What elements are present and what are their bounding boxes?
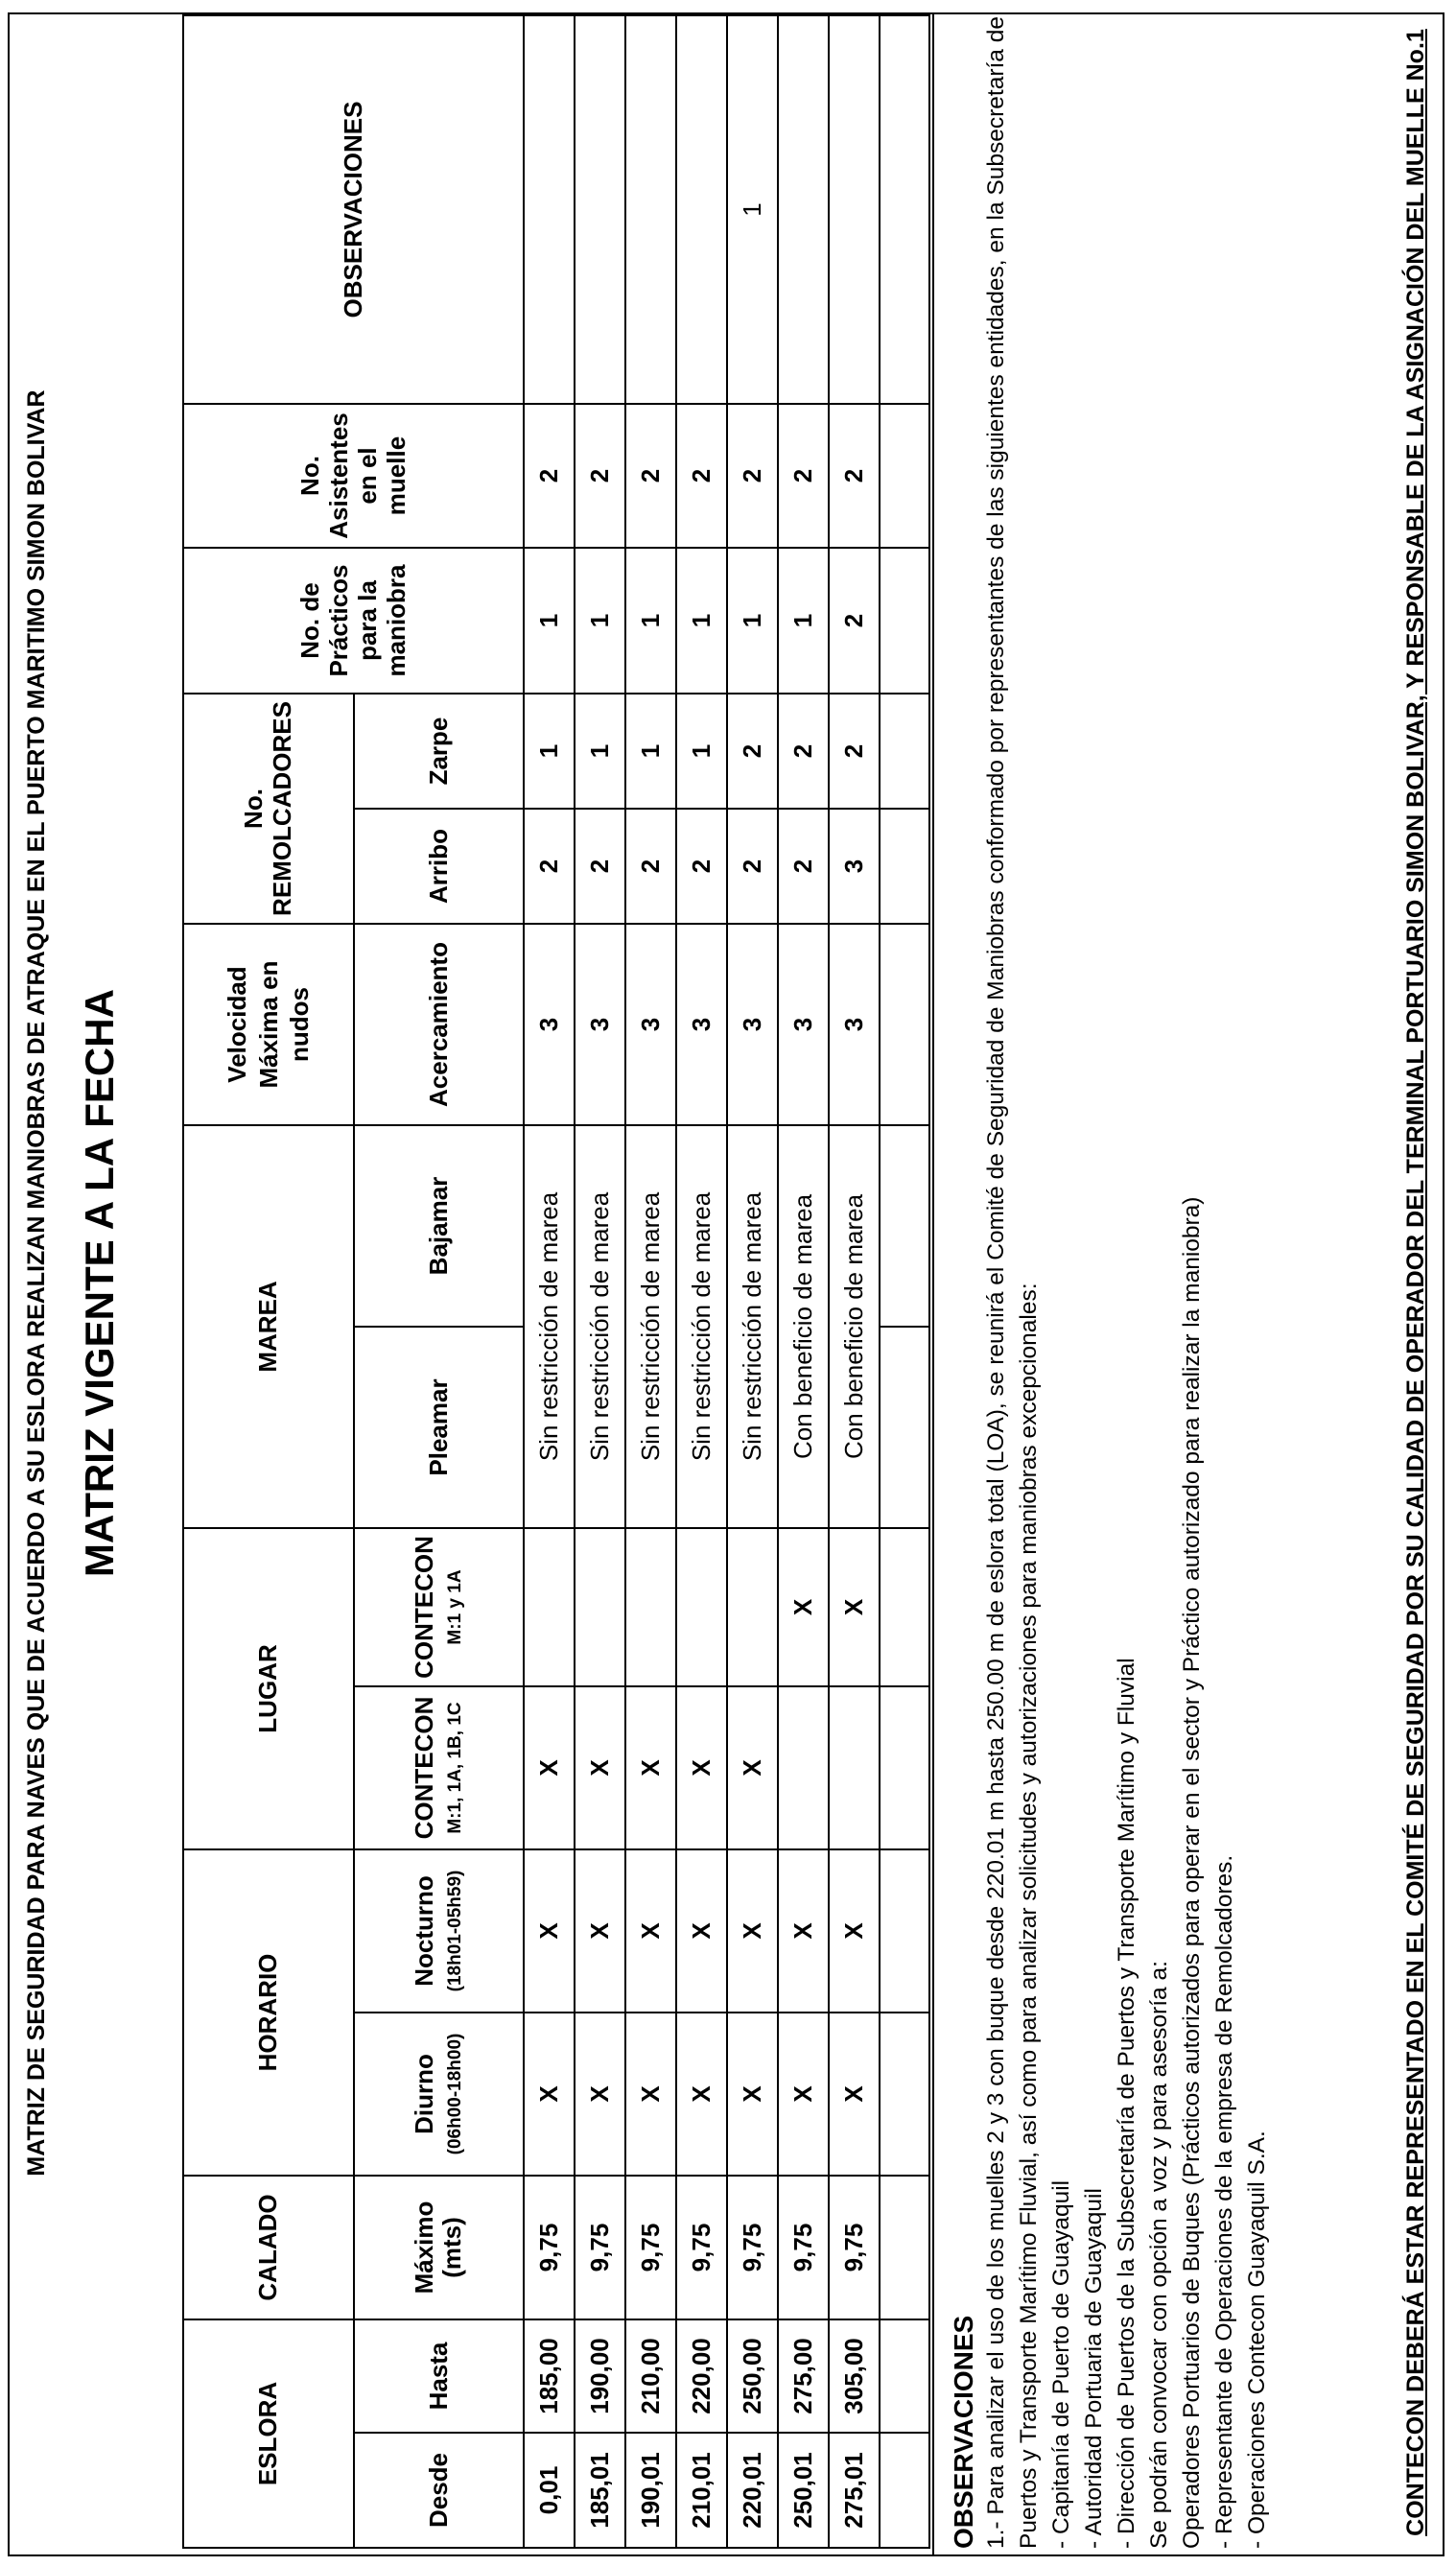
cell-c1: X xyxy=(524,1686,575,1849)
observaciones-line: - Representante de Operaciones de la empresa de Remolcadores. xyxy=(1211,1854,1237,2549)
cell-arribo: 2 xyxy=(575,809,625,924)
observaciones-line: Operadores Portuarios de Buques (Prácticos autorizados para operar en el sector y Práctico autorizado para realizar la maniobra) xyxy=(1179,1196,1205,2549)
cell-arribo: 2 xyxy=(778,809,829,924)
cell-arribo: 2 xyxy=(625,809,676,924)
header-zarpe: Zarpe xyxy=(354,694,525,809)
cell-obs xyxy=(676,15,727,404)
header-observaciones: OBSERVACIONES xyxy=(183,15,524,404)
cell-marea: Con beneficio de marea xyxy=(829,1125,880,1528)
blank-cell xyxy=(880,548,929,694)
cell-practicos: 1 xyxy=(524,548,575,694)
blank-cell xyxy=(880,404,929,548)
cell-c2: X xyxy=(778,1528,829,1686)
cell-vel: 3 xyxy=(524,924,575,1125)
cell-c2 xyxy=(676,1528,727,1686)
cell-calado: 9,75 xyxy=(524,2176,575,2319)
table-row xyxy=(524,15,575,2548)
cell-nocturno: X xyxy=(676,1849,727,2013)
header-diurno-time: (06h00-18h00) xyxy=(445,2033,466,2155)
blank-cell xyxy=(880,1849,929,2013)
cell-practicos: 1 xyxy=(575,548,625,694)
cell-diurno: X xyxy=(625,2013,676,2176)
blank-cell xyxy=(880,809,929,924)
header-eslora: ESLORA xyxy=(183,2319,354,2548)
section-divider xyxy=(932,12,934,2556)
observaciones-line: - Autoridad Portuaria de Guayaquil xyxy=(1081,2188,1107,2549)
cell-diurno: X xyxy=(727,2013,778,2176)
header-remolcadores: No. REMOLCADORES xyxy=(183,694,354,924)
blank-cell xyxy=(880,1327,929,1528)
cell-calado: 9,75 xyxy=(676,2176,727,2319)
cell-obs xyxy=(575,15,625,404)
header-contecon-2 xyxy=(354,1528,525,1686)
blank-cell xyxy=(880,2319,929,2433)
cell-zarpe: 2 xyxy=(778,694,829,809)
cell-vel: 3 xyxy=(829,924,880,1125)
header-horario: HORARIO xyxy=(183,1849,354,2176)
footer-note: CONTECON DEBERÁ ESTAR REPRESENTADO EN EL COMITÉ DE SEGURIDAD POR SU CALIDAD DE OPERADOR DEL TERMINAL PORTUARIO SIMON BOLIVAR, Y RESPONSABLE DE LA ASIGNACIÓN DEL MUELLE No.1 xyxy=(1402,29,1429,2536)
cell-c1 xyxy=(829,1686,880,1849)
cell-c2 xyxy=(524,1528,575,1686)
cell-practicos: 1 xyxy=(778,548,829,694)
blank-cell xyxy=(880,924,929,1125)
cell-hasta: 250,00 xyxy=(727,2319,778,2433)
cell-nocturno: X xyxy=(829,1849,880,2013)
cell-arribo: 2 xyxy=(524,809,575,924)
header-asistentes: No. Asistentes en el muelle xyxy=(183,404,524,548)
cell-zarpe: 1 xyxy=(676,694,727,809)
cell-calado: 9,75 xyxy=(727,2176,778,2319)
cell-nocturno: X xyxy=(625,1849,676,2013)
cell-nocturno: X xyxy=(727,1849,778,2013)
cell-practicos: 1 xyxy=(625,548,676,694)
cell-zarpe: 1 xyxy=(524,694,575,809)
cell-calado: 9,75 xyxy=(778,2176,829,2319)
table-row xyxy=(727,15,778,2548)
cell-diurno: X xyxy=(829,2013,880,2176)
cell-practicos: 1 xyxy=(727,548,778,694)
cell-practicos: 1 xyxy=(676,548,727,694)
cell-desde: 250,01 xyxy=(778,2433,829,2548)
observaciones-heading: OBSERVACIONES xyxy=(949,2315,978,2549)
header-calado: CALADO xyxy=(183,2176,354,2319)
cell-c2: X xyxy=(829,1528,880,1686)
blank-cell xyxy=(880,1125,929,1327)
table-row xyxy=(575,15,625,2548)
cell-zarpe: 2 xyxy=(727,694,778,809)
cell-obs xyxy=(524,15,575,404)
cell-hasta: 210,00 xyxy=(625,2319,676,2433)
observaciones-line: - Dirección de Puertos de la Subsecretaría de Puertos y Transporte Marítimo y Fluvial xyxy=(1114,1658,1139,2549)
blank-cell xyxy=(880,694,929,809)
cell-arribo: 3 xyxy=(829,809,880,924)
cell-c1 xyxy=(778,1686,829,1849)
cell-hasta: 275,00 xyxy=(778,2319,829,2433)
cell-arribo: 2 xyxy=(727,809,778,924)
cell-asistentes: 2 xyxy=(575,404,625,548)
table-row xyxy=(625,15,676,2548)
table-row xyxy=(829,15,880,2548)
cell-diurno: X xyxy=(676,2013,727,2176)
cell-c1: X xyxy=(575,1686,625,1849)
cell-obs xyxy=(829,15,880,404)
cell-obs xyxy=(778,15,829,404)
cell-desde: 275,01 xyxy=(829,2433,880,2548)
cell-asistentes: 2 xyxy=(524,404,575,548)
header-lugar: LUGAR xyxy=(183,1528,354,1849)
cell-vel: 3 xyxy=(676,924,727,1125)
header-maximo-label: Máximo xyxy=(409,2201,438,2295)
observaciones-line: - Operaciones Contecon Guayaquil S.A. xyxy=(1244,2130,1270,2549)
cell-asistentes: 2 xyxy=(676,404,727,548)
header-diurno xyxy=(354,2013,525,2176)
header-row-top xyxy=(183,15,354,2548)
cell-calado: 9,75 xyxy=(575,2176,625,2319)
header-velocidad: Velocidad Máxima en nudos xyxy=(183,924,354,1125)
cell-hasta: 305,00 xyxy=(829,2319,880,2433)
cell-desde: 0,01 xyxy=(524,2433,575,2548)
header-pleamar: Pleamar xyxy=(354,1327,525,1528)
cell-c1: X xyxy=(727,1686,778,1849)
cell-zarpe: 1 xyxy=(625,694,676,809)
blank-cell xyxy=(880,2176,929,2319)
cell-asistentes: 2 xyxy=(727,404,778,548)
cell-c2 xyxy=(575,1528,625,1686)
cell-marea: Sin restricción de marea xyxy=(575,1125,625,1528)
cell-marea: Sin restricción de marea xyxy=(727,1125,778,1528)
header-acercamiento: Acercamiento xyxy=(354,924,525,1125)
header-maximo-unit: (mts) xyxy=(437,2217,467,2278)
cell-asistentes: 2 xyxy=(829,404,880,548)
observaciones-section xyxy=(948,16,1274,2549)
cell-zarpe: 1 xyxy=(575,694,625,809)
cell-marea: Sin restricción de marea xyxy=(676,1125,727,1528)
security-matrix-table xyxy=(182,14,930,2549)
cell-vel: 3 xyxy=(575,924,625,1125)
cell-calado: 9,75 xyxy=(829,2176,880,2319)
blank-cell xyxy=(880,1686,929,1849)
cell-vel: 3 xyxy=(778,924,829,1125)
cell-diurno: X xyxy=(575,2013,625,2176)
cell-obs: 1 xyxy=(727,15,778,404)
cell-hasta: 190,00 xyxy=(575,2319,625,2433)
document-title: MATRIZ DE SEGURIDAD PARA NAVES QUE DE ACUERDO A SU ESLORA REALIZAN MANIOBRAS DE ATRAQUE EN EL PUERTO MARITIMO SIMON BOLIVAR xyxy=(23,389,50,2177)
header-arribo: Arribo xyxy=(354,809,525,924)
cell-c1: X xyxy=(625,1686,676,1849)
cell-marea: Sin restricción de marea xyxy=(524,1125,575,1528)
cell-nocturno: X xyxy=(778,1849,829,2013)
cell-practicos: 2 xyxy=(829,548,880,694)
cell-vel: 3 xyxy=(727,924,778,1125)
header-marea: MAREA xyxy=(183,1125,354,1528)
cell-vel: 3 xyxy=(625,924,676,1125)
header-nocturno xyxy=(354,1849,525,2013)
cell-c1: X xyxy=(676,1686,727,1849)
cell-asistentes: 2 xyxy=(625,404,676,548)
blank-cell xyxy=(880,15,929,404)
cell-arribo: 2 xyxy=(676,809,727,924)
cell-calado: 9,75 xyxy=(625,2176,676,2319)
header-nocturno-time: (18h01-05h59) xyxy=(445,1870,466,1992)
cell-desde: 190,01 xyxy=(625,2433,676,2548)
header-contecon-1-label: CONTECON xyxy=(409,1696,438,1840)
cell-c2 xyxy=(625,1528,676,1686)
observaciones-paragraph: 1.- Para analizar el uso de los muelles 2 y 3 con buque desde 220.01 m hasta 250.00 m de eslora total (LOA), se reunirá el Comité de Seguridad de Maniobras conformado por representantes de las siguientes entidades, en la Subsecretaría de Puertos y Transporte Marítimo Fluvial, así como para analizar solicitudes y autorizaciones para maniobras excepcionales: xyxy=(983,16,1042,2549)
header-contecon-2-label: CONTECON xyxy=(409,1536,438,1679)
document-subtitle: MATRIZ VIGENTE A LA FECHA xyxy=(77,989,122,1577)
matrix-body xyxy=(524,15,880,2548)
header-contecon-1-sub: M:1, 1A, 1B, 1C xyxy=(445,1702,466,1834)
header-desde: Desde xyxy=(354,2433,525,2548)
cell-marea: Sin restricción de marea xyxy=(625,1125,676,1528)
cell-hasta: 185,00 xyxy=(524,2319,575,2433)
cell-desde: 185,01 xyxy=(575,2433,625,2548)
cell-nocturno: X xyxy=(524,1849,575,2013)
table-row xyxy=(676,15,727,2548)
observaciones-line: Se podrán convocar con opción a voz y para asesoría a: xyxy=(1146,1961,1172,2549)
cell-desde: 220,01 xyxy=(727,2433,778,2548)
header-bajamar: Bajamar xyxy=(354,1125,525,1327)
table-row xyxy=(778,15,829,2548)
header-contecon-1 xyxy=(354,1686,525,1849)
cell-hasta: 220,00 xyxy=(676,2319,727,2433)
cell-diurno: X xyxy=(524,2013,575,2176)
cell-diurno: X xyxy=(778,2013,829,2176)
blank-cell xyxy=(880,1528,929,1686)
cell-desde: 210,01 xyxy=(676,2433,727,2548)
header-practicos: No. de Prácticos para la maniobra xyxy=(183,548,524,694)
cell-marea: Con beneficio de marea xyxy=(778,1125,829,1528)
blank-cell xyxy=(880,2013,929,2176)
header-hasta: Hasta xyxy=(354,2319,525,2433)
blank-row xyxy=(880,15,929,2548)
cell-nocturno: X xyxy=(575,1849,625,2013)
header-nocturno-label: Nocturno xyxy=(409,1875,438,1987)
cell-asistentes: 2 xyxy=(778,404,829,548)
cell-c2 xyxy=(727,1528,778,1686)
observaciones-line: - Capitanía de Puerto de Guayaquil xyxy=(1048,2179,1074,2549)
observaciones-list xyxy=(1045,16,1274,2549)
blank-cell xyxy=(880,2433,929,2548)
header-diurno-label: Diurno xyxy=(409,2054,438,2134)
header-maximo xyxy=(354,2176,525,2319)
cell-zarpe: 2 xyxy=(829,694,880,809)
cell-obs xyxy=(625,15,676,404)
header-contecon-2-sub: M:1 y 1A xyxy=(445,1569,466,1645)
